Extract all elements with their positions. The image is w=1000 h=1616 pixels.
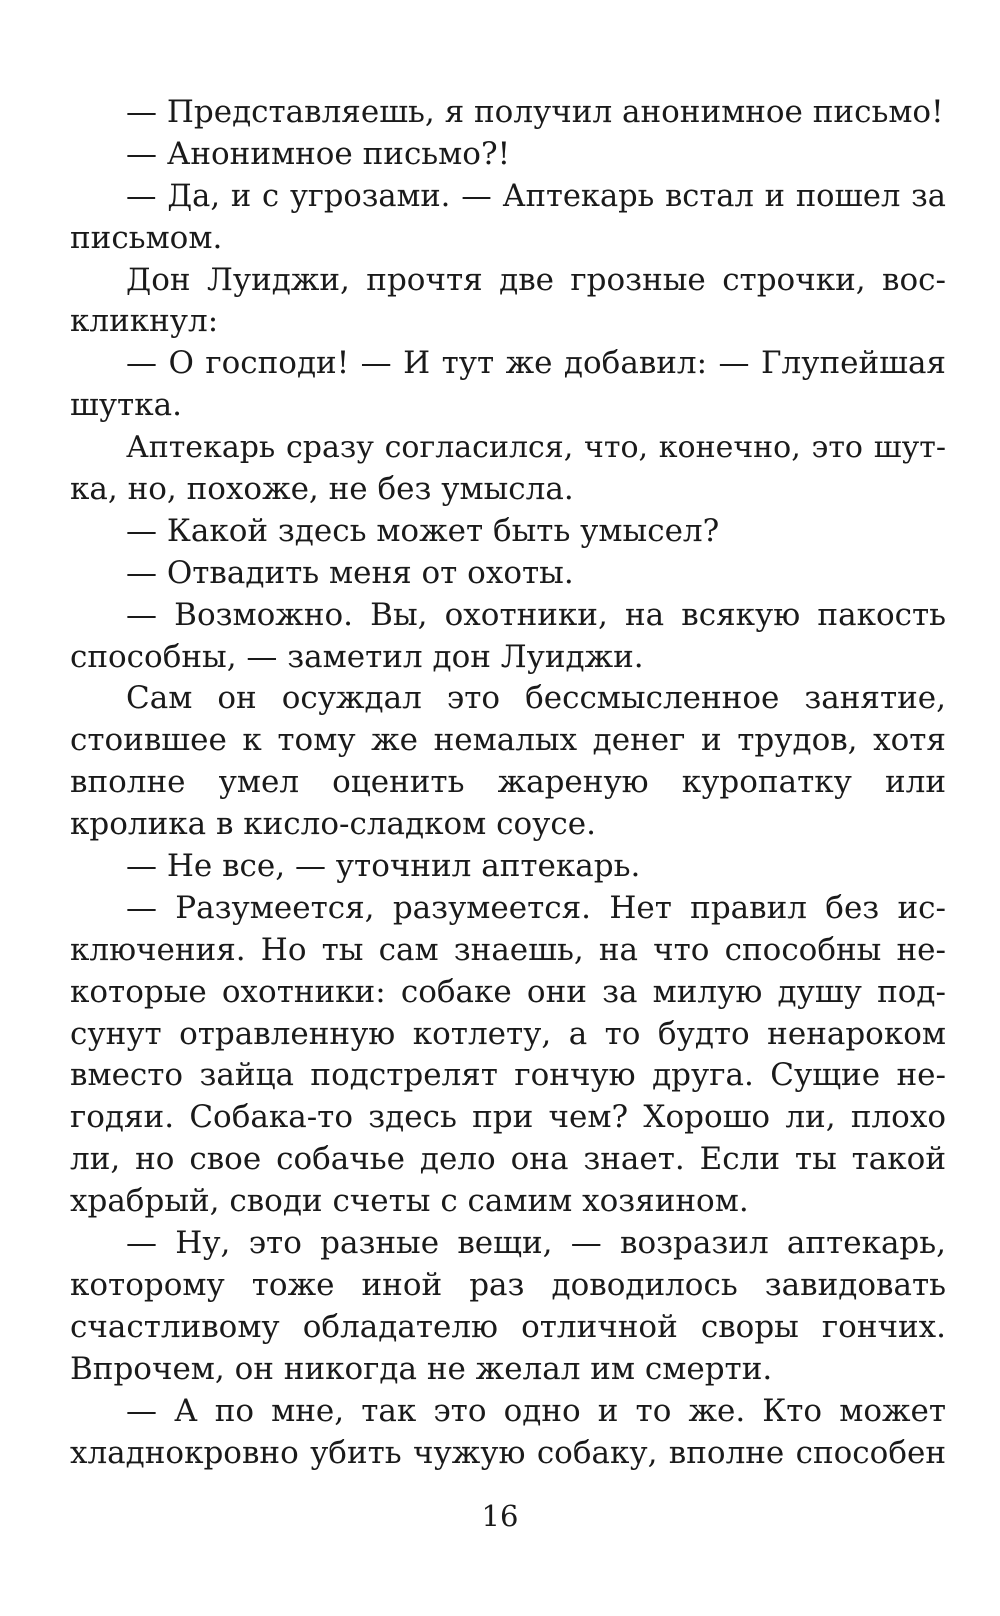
text-line: Дон Луиджи, прочтя две грозные строчки, вос- [126,261,946,298]
text-line: Сам он осуждал это бессмысленное занятие, [126,680,946,717]
text-line: — Ну, это разные вещи, — возразил аптекарь, [126,1225,946,1262]
text-line: кликнул: [70,303,219,340]
text-line: ка, но, похоже, не без умысла. [70,471,574,508]
text-line: Впрочем, он никогда не желал им смерти. [70,1350,773,1387]
text-line: которые охотники: собаке они за милую душу под- [70,973,946,1010]
page-body [70,92,946,1474]
text-line: вполне умел оценить жареную куропатку или [70,764,946,801]
page-number: 16 [481,1499,519,1533]
text-line: ключения. Но ты сам знаешь, на что способны не- [70,931,946,968]
text-line: ли, но свое собачье дело она знает. Если ты такой [70,1141,946,1178]
text-line: хладнокровно убить чужую собаку, вполне способен [70,1434,946,1471]
text-line: которому тоже иной раз доводилось завидовать [70,1266,946,1303]
text-line: шутка. [70,387,182,424]
text-line: письмом. [70,219,223,256]
text-line: храбрый, своди счеты с самим хозяином. [70,1183,749,1220]
text-line: — Представляешь, я получил анонимное письмо! [126,94,944,130]
text-line: — Отвадить меня от охоты. [126,554,574,591]
text-line: кролика в кисло-сладком соусе. [70,806,596,843]
text-line: Аптекарь сразу согласился, что, конечно, это шут- [126,430,946,466]
text-line: счастливому обладателю отличной своры гончих. [70,1308,946,1345]
text-line: — Да, и с угрозами. — Аптекарь встал и пошел за [126,178,946,214]
text-line: — Анонимное письмо?! [126,135,511,172]
text-line: способны, — заметил дон Луиджи. [70,638,644,675]
text-line: — Не все, — уточнил аптекарь. [126,848,641,885]
text-line: — Возможно. Вы, охотники, на всякую пакость [126,596,946,633]
text-line: — Какой здесь может быть умысел? [126,512,720,549]
text-line: стоившее к тому же немалых денег и трудов, хотя [70,722,946,759]
text-line: — Разумеется, разумеется. Нет правил без ис- [126,889,946,926]
text-line: годяи. Собака-то здесь при чем? Хорошо ли, плохо [70,1099,946,1136]
text-line: — О господи! — И тут же добавил: — Глупейшая [126,345,946,382]
text-line: — А по мне, так это одно и то же. Кто может [126,1392,946,1429]
text-line: сунут отравленную котлету, а то будто ненароком [70,1015,946,1052]
text-line: вместо зайца подстрелят гончую друга. Сущие не- [70,1057,946,1094]
